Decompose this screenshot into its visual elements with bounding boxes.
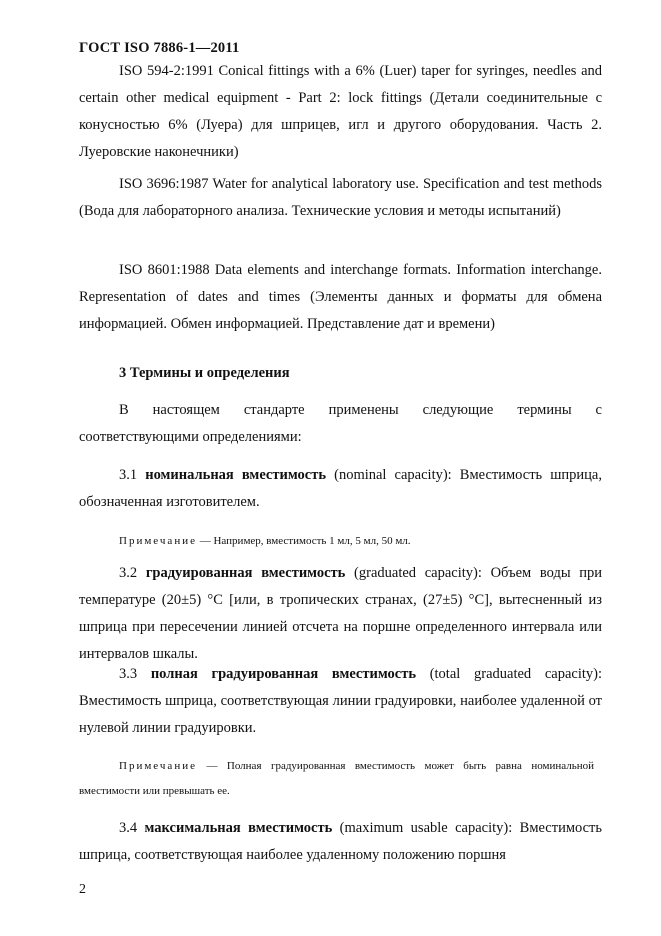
document-header: ГОСТ ISO 7886-1—2011	[79, 40, 240, 56]
note-text: — Например, вместимость 1 мл, 5 мл, 50 мл.	[199, 535, 411, 547]
term-3-2	[79, 560, 602, 668]
term-name: полная градуированная вместимость	[150, 666, 417, 682]
term-3-4	[79, 815, 602, 869]
note-2	[79, 754, 594, 804]
section-heading: 3 Термины и определения	[119, 365, 290, 381]
reference-iso-594-2: ISO 594-2:1991 Conical fittings with a 6% (Luer) taper for syringes, needles and certain other medical equipment - Part 2: lock fittings (Детали соединительные с конусностью 6% (Луера) для шприцев, игл и другого оборудования. Часть 2. Луеровские наконечники)	[79, 63, 602, 160]
note-text: — Полная градуированная вместимость может быть равна номинальной вместимости или превышать ее.	[79, 760, 594, 797]
note-1	[79, 529, 594, 554]
term-name: максимальная вместимость	[144, 820, 333, 836]
reference-iso-8601: ISO 8601:1988 Data elements and interchange formats. Information interchange. Representation of dates and times (Элементы данных и форматы для обмена информацией. Обмен информацией. Представление дат и времени)	[79, 262, 602, 332]
term-number: 3.2	[119, 565, 138, 581]
page-number: 2	[79, 882, 86, 897]
term-name: номинальная вместимость	[145, 467, 327, 483]
term-number: 3.1	[119, 467, 138, 483]
term-3-3	[79, 661, 602, 742]
reference-iso-3696: ISO 3696:1987 Water for analytical laboratory use. Specification and test methods (Вода для лабораторного анализа. Технические условия и методы испытаний)	[79, 176, 602, 219]
term-definition: (graduated capacity): Объем воды при температуре (20±5) °С [или, в тропических странах, (27±5) °С], вытесненный из шприца при пересечении линией отсчета на поршне определенного интервала или интервалов шкалы.	[79, 565, 603, 662]
term-number: 3.4	[119, 820, 138, 836]
term-name: градуированная вместимость	[145, 565, 346, 581]
term-3-1	[79, 462, 602, 516]
term-definition: (total graduated capacity): Вместимость шприца, соответствующая линии градуировки, наиболее удаленной от нулевой линии градуировки.	[79, 666, 602, 736]
term-number: 3.3	[119, 666, 138, 682]
note-label: Примечание	[119, 535, 197, 547]
note-label: Примечание	[119, 760, 197, 772]
term-definition: (maximum usable capacity): Вместимость шприца, соответствующая наиболее удаленному положению поршня	[79, 820, 603, 863]
term-definition: (nominal capacity): Вместимость шприца, обозначенная изготовителем.	[79, 467, 602, 510]
section-intro: В настоящем стандарте применены следующие термины с соответствующими определениями:	[79, 402, 602, 445]
